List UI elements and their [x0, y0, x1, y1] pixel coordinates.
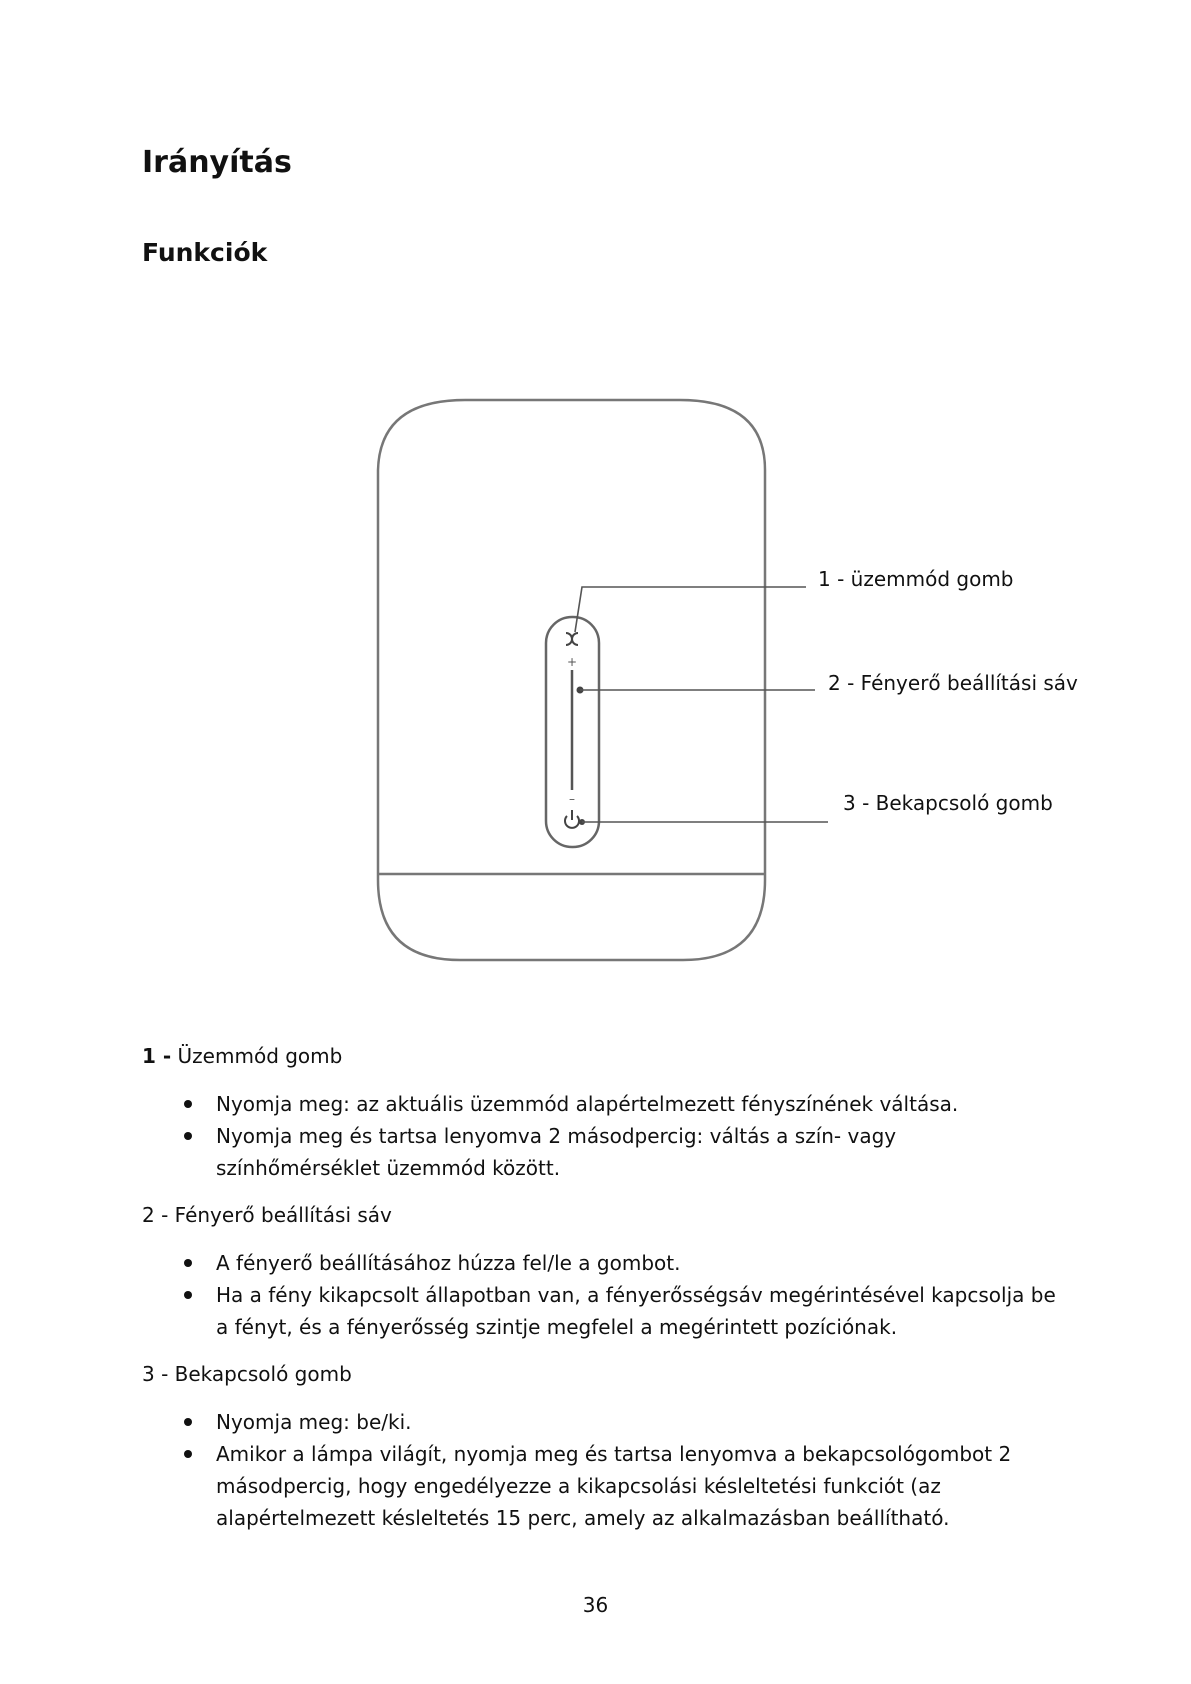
list-item: Amikor a lámpa világít, nyomja meg és tartsa lenyomva a bekapcsológombot 2 másodpercig, hogy engedélyezze a kikapcsolási késleltetési funkciót (az alapértelmezett késleltetés 15 perc, amely az alkalmazásban beállítható. [0, 1438, 1056, 1534]
section-1-title [142, 1040, 342, 1072]
section-1-bullets [0, 1088, 1056, 1184]
page-number: 36 [582, 1593, 609, 1617]
section-subheading: Funkciók [142, 238, 268, 267]
section-1-title-text: Üzemmód gomb [171, 1044, 343, 1068]
mode-cycle-icon [566, 633, 578, 645]
callout-label-1: 1 - üzemmód gomb [818, 567, 1014, 591]
list-item: Nyomja meg: az aktuális üzemmód alapértelmezett fényszínének váltása. [0, 1088, 1056, 1120]
callout-line-1 [575, 587, 806, 632]
slider-plus-sign: + [566, 655, 578, 669]
list-item: A fényerő beállításához húzza fel/le a gombot. [0, 1247, 1056, 1279]
callout-label-3: 3 - Bekapcsoló gomb [843, 791, 1053, 815]
power-icon [565, 810, 579, 828]
callout-label-2: 2 - Fényerő beállítási sáv [828, 671, 1078, 695]
slider-minus-sign: – [569, 792, 575, 806]
page-heading: Irányítás [142, 145, 292, 180]
list-item: Ha a fény kikapcsolt állapotban van, a fényerősségsáv megérintésével kapcsolja be a fényt, és a fényerősség szintje megfelel a megérintett pozíciónak. [0, 1279, 1056, 1343]
list-item: Nyomja meg: be/ki. [0, 1406, 1056, 1438]
section-3-bullets [0, 1406, 1056, 1534]
section-2-bullets [0, 1247, 1056, 1343]
section-2-title: 2 - Fényerő beállítási sáv [142, 1203, 392, 1227]
section-3-title: 3 - Bekapcsoló gomb [142, 1362, 352, 1386]
list-item: Nyomja meg és tartsa lenyomva 2 másodpercig: váltás a szín- vagy színhőmérséklet üzemmód között. [0, 1120, 1056, 1184]
section-1-number: 1 - [142, 1044, 172, 1068]
